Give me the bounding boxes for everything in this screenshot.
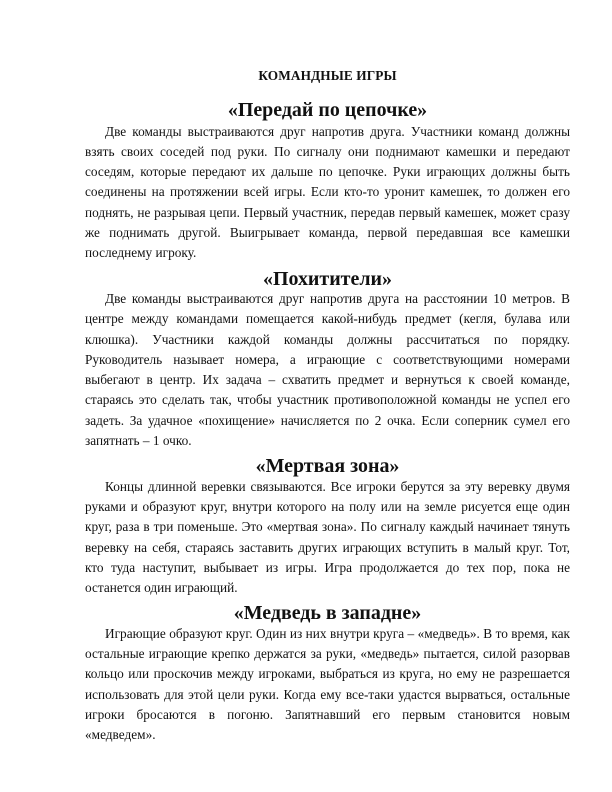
- section-paragraph: Концы длинной веревки связываются. Все игроки берутся за эту веревку двумя руками и образуют круг, внутри которого на полу или на земле рисуется еще один круг, раза в три поменьше. Это «мертвая зона». По сигналу каждый начинает тянуть веревку на себя, стараясь заставить других играющих вступить в малый круг. Тот, кто туда наступит, выбывает из игры. Игра продолжается до тех пор, пока не останется один играющий.: [85, 478, 570, 596]
- section-bear-in-trap: [85, 603, 570, 745]
- section-paragraph: Играющие образуют круг. Один из них внутри круга – «медведь». В то время, как остальные играющие крепко держатся за руки, «медведь» пытается, силой разорвав кольцо или проскочив между игроками, выбраться из круга, но ему не разрешается использовать для этой цели руки. Когда ему все-таки удастся вырваться, остальные игроки бросаются в погоню. Запятнавший его первым становится новым «медведем».: [85, 625, 570, 743]
- section-paragraph: Две команды выстраиваются друг напротив друга на расстоянии 10 метров. В центре между командами помещается какой-нибудь предмет (кегля, булава или клюшка). Участники каждой команды должны рассчитаться по порядку. Руководитель называет номера, а играющие с соответствующими номерами выбегают в центр. Их задача – схватить предмет и вернуться к своей команде, стараясь это сделать так, чтобы участник противоположной команды не успел его задеть. За удачное «похищение» начисляется по 2 очка. Если соперник сумел его запятнать – 1 очко.: [85, 290, 570, 449]
- section-paragraph: Две команды выстраиваются друг напротив друга. Участники команд должны взять своих соседей под руки. По сигналу они поднимают камешки и передают соседям, которые передают их дальше по цепочке. Руки играющих должны быть соединены на протяжении всей игры. Если кто-то уронит камешек, то должен его поднять, не разрывая цепи. Первый участник, передав первый камешек, может сразу же поднимать другой. Выигрывает команда, первой передавшая все камешки последнему игроку.: [85, 123, 570, 261]
- document-page: [85, 66, 570, 751]
- section-dead-zone: [85, 456, 570, 598]
- section-heading: «Передай по цепочке»: [227, 99, 428, 122]
- section-kidnappers: [85, 269, 570, 452]
- section-heading: «Медведь в западне»: [233, 602, 422, 625]
- section-heading: «Похитители»: [263, 267, 392, 290]
- section-pass-the-chain: [85, 100, 570, 263]
- section-heading: «Мертвая зона»: [255, 455, 400, 478]
- document-title: КОМАНДНЫЕ ИГРЫ: [258, 68, 397, 83]
